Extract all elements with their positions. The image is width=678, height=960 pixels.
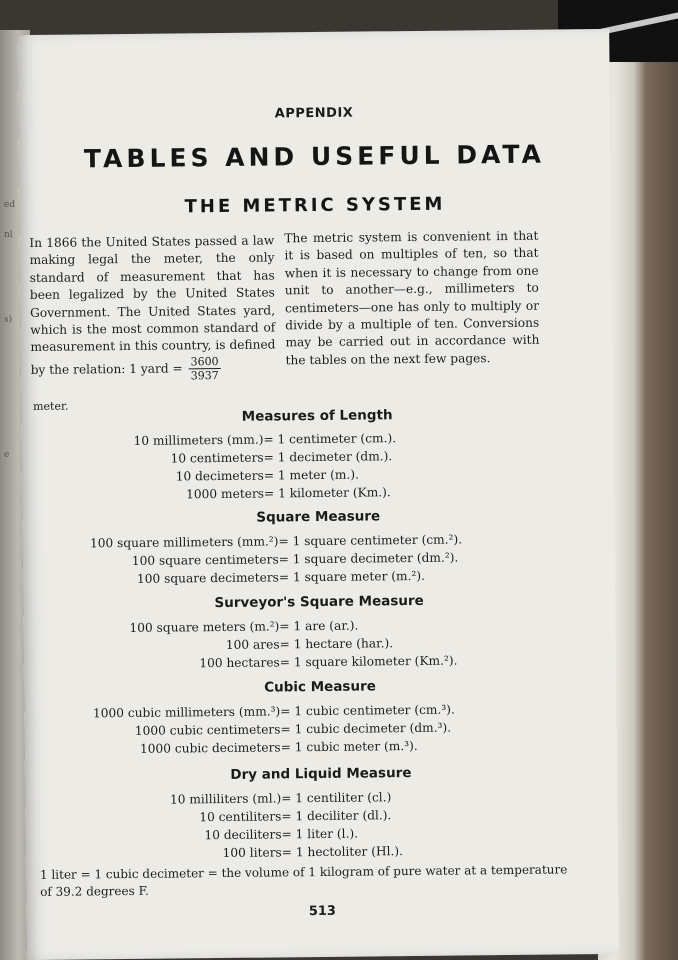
table-row (114, 483, 397, 504)
row-rhs: = 1 hectare (har.). (279, 636, 394, 652)
row-rhs: = 1 liter (l.). (281, 826, 359, 842)
table-cubic (54, 701, 455, 759)
row-rhs: = 1 cubic decimeter (dm.³). (280, 720, 452, 737)
book-page (17, 29, 619, 960)
section-heading-length: Measures of Length (241, 407, 393, 425)
table-surveyor (93, 616, 457, 674)
row-rhs: = 1 cubic meter (m.³). (280, 738, 418, 755)
unit-word: meter. (32, 399, 69, 413)
page-number: 513 (308, 903, 337, 920)
row-rhs: = 1 decimeter (dm.). (263, 449, 393, 465)
table-dry-liquid (125, 788, 403, 863)
row-lhs: 100 square meters (m.²) (129, 619, 280, 635)
table-row (125, 806, 402, 827)
row-lhs: 10 decimeters (175, 468, 264, 484)
intro-right-column (284, 228, 539, 370)
row-lhs: 10 centiliters (199, 809, 282, 825)
yard-fraction (188, 355, 220, 382)
fraction-denominator: 3937 (190, 368, 219, 383)
row-lhs: 100 square centimeters (131, 552, 279, 568)
row-lhs: 100 square decimeters (136, 570, 279, 586)
row-rhs: = 1 hectoliter (Hl.). (281, 844, 404, 860)
row-lhs: 1000 cubic centimeters (134, 722, 281, 738)
row-lhs: 100 square millimeters (mm.²) (89, 534, 279, 551)
fraction-numerator: 3600 (188, 355, 220, 369)
margin-fragment: e (4, 450, 10, 460)
section-heading-square: Square Measure (256, 508, 381, 526)
row-lhs: 10 centimeters (170, 450, 264, 466)
table-row (53, 566, 463, 588)
row-lhs: 10 millimeters (mm.) (133, 432, 264, 448)
row-rhs: = 1 kilometer (Km.). (263, 485, 391, 501)
row-lhs: 100 liters (222, 845, 282, 861)
row-lhs: 10 milliliters (ml.) (169, 791, 282, 807)
row-rhs: = 1 square kilometer (Km.²). (279, 653, 458, 670)
row-lhs: 1000 meters (186, 486, 265, 502)
row-lhs: 1000 cubic decimeters (139, 740, 281, 756)
row-rhs: = 1 square meter (m.²). (278, 568, 426, 585)
intro-right-text: The metric system is convenient in that it is based on multiples of ten, so that when it is necessary to change from one unit to another—e.g., millimeters to centimeters—one has only to multiply or divide by a multiple of ten. Conversions may be carried out in accordance with the tables on the next few pages. (284, 228, 540, 368)
margin-fragment: s) (4, 315, 13, 325)
appendix-label: APPENDIX (274, 105, 354, 122)
row-rhs: = 1 centiliter (cl.) (281, 790, 392, 806)
page-title: TABLES AND USEFUL DATA (83, 139, 546, 174)
row-lhs: 10 deciliters (204, 827, 282, 843)
margin-fragment: ed (4, 200, 16, 210)
row-rhs: = 1 are (ar.). (279, 618, 359, 634)
row-rhs: = 1 meter (m.). (263, 467, 359, 483)
row-lhs: 1000 cubic millimeters (mm.³) (92, 704, 281, 721)
section-title: THE METRIC SYSTEM (184, 193, 446, 218)
table-row (94, 652, 458, 674)
row-rhs: = 1 deciliter (dl.). (281, 808, 392, 824)
intro-left-column (29, 232, 276, 383)
row-rhs: = 1 centimeter (cm.). (263, 431, 397, 447)
row-lhs: 100 hectares (199, 655, 280, 671)
section-heading-cubic: Cubic Measure (264, 678, 376, 696)
row-rhs: = 1 cubic centimeter (cm.³). (280, 702, 455, 719)
footnote: 1 liter = 1 cubic decimeter = the volume of 1 kilogram of pure water at a temperature of 39.2 degrees F. (39, 862, 568, 899)
row-rhs: = 1 square decimeter (dm.²). (278, 550, 459, 567)
row-rhs: = 1 square centimeter (cm.²). (278, 532, 463, 549)
margin-fragment: nl (4, 230, 13, 240)
intro-left-text: In 1866 the United States passed a law making legal the meter, the only standard of measurement that has been legalized by the United States Government. The United States yard, which is the most common standard of measurement in this country, is defined by the relation: 1 yard = (29, 233, 276, 377)
table-row (55, 737, 456, 759)
section-heading-surveyor: Surveyor's Square Measure (214, 592, 424, 612)
section-heading-dry-liquid: Dry and Liquid Measure (230, 765, 412, 783)
table-row (126, 842, 403, 863)
table-square (52, 530, 462, 588)
row-lhs: 100 ares (225, 637, 280, 652)
table-length (113, 429, 396, 504)
